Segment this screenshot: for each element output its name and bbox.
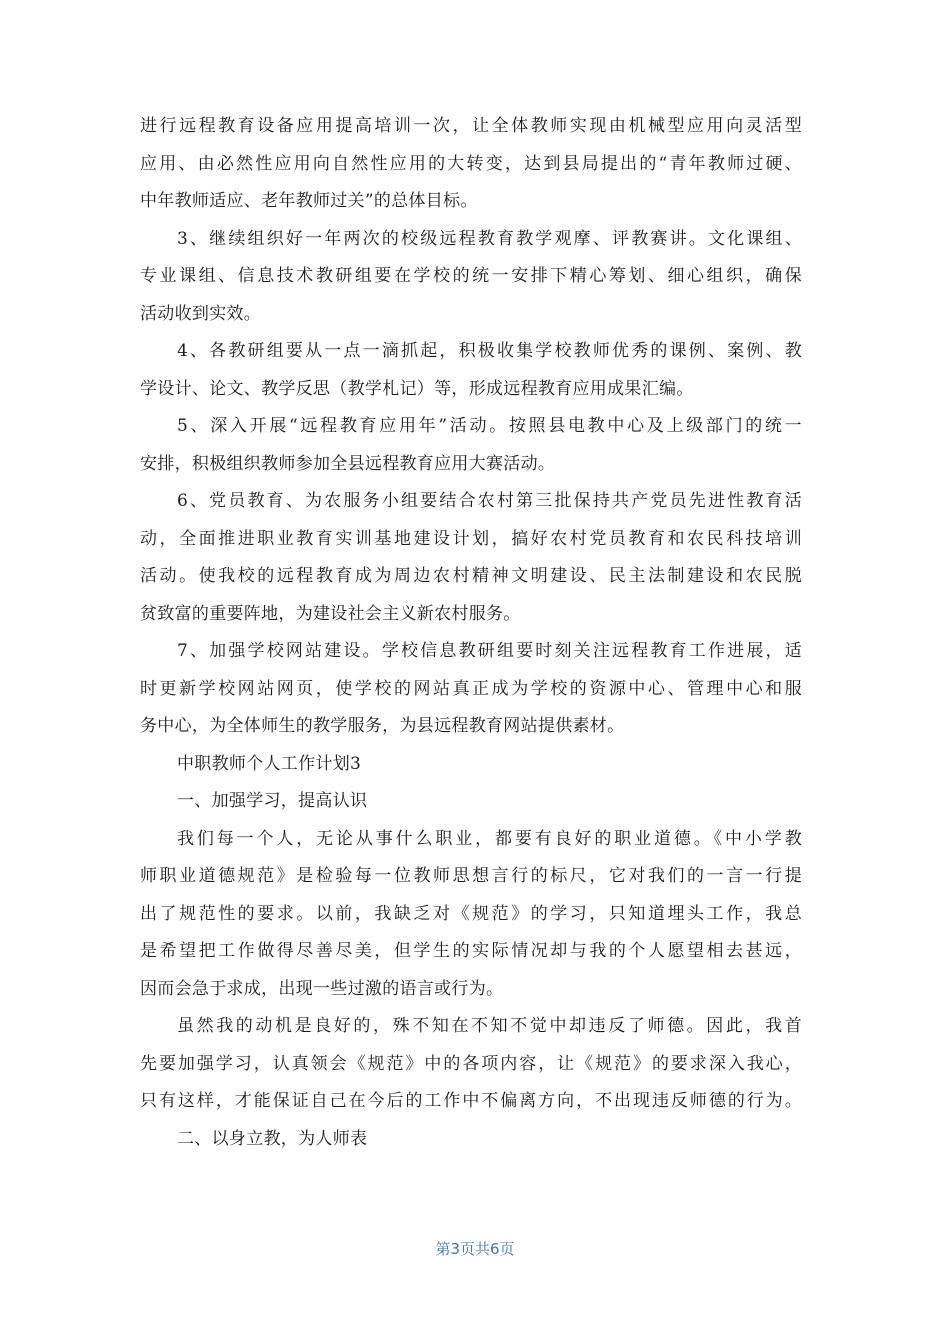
text-line: 动，全面推进职业教育实训基地建设计划，搞好农村党员教育和农民科技培训 bbox=[140, 528, 802, 549]
text-line: 5、深入开展“远程教育应用年”活动。按照县电教中心及上级部门的统一 bbox=[177, 416, 802, 436]
text-line: 出了规范性的要求。以前，我缺乏对《规范》的学习，只知道埋头工作，我总 bbox=[140, 903, 802, 924]
text-line: 中年教师适应、老年教师过关”的总体目标。 bbox=[140, 191, 478, 211]
page-number: 第3页共6页 bbox=[435, 1240, 515, 1258]
text-line: 师职业道德规范》是检验每一位教师思想言行的标尺，它对我们的一言一行提 bbox=[140, 866, 802, 886]
text-line: 因而会急于求成，出现一些过激的语言或行为。 bbox=[140, 978, 504, 999]
text-line: 安排，积极组织教师参加全县远程教育应用大赛活动。 bbox=[140, 453, 556, 474]
text-line: 务中心，为全体师生的教学服务，为县远程教育网站提供素材。 bbox=[140, 716, 625, 736]
text-line: 只有这样，才能保证自己在今后的工作中不偏离方向，不出现违反师德的行为。 bbox=[140, 1091, 802, 1111]
text-line: 虽然我的动机是良好的，殊不知在不知不觉中却违反了师德。因此，我首 bbox=[177, 1016, 802, 1036]
text-line: 学设计、论文、教学反思（教学札记）等，形成远程教育应用成果汇编。 bbox=[140, 378, 694, 399]
text-line: 6、党员教育、为农服务小组要结合农村第三批保持共产党员先进性教育活 bbox=[177, 491, 802, 511]
text-line: 一、加强学习，提高认识 bbox=[177, 791, 368, 811]
text-line: 活动。使我校的远程教育成为周边农村精神文明建设、民主法制建设和农民脱 bbox=[140, 566, 802, 586]
text-line: 二、以身立教，为人师表 bbox=[177, 1128, 368, 1149]
text-line: 是希望把工作做得尽善尽美，但学生的实际情况却与我的个人愿望相去甚远， bbox=[140, 941, 802, 961]
text-line: 中职教师个人工作计划3 bbox=[177, 753, 362, 774]
text-line: 3、继续组织好一年两次的校级远程教育教学观摩、评教赛讲。文化课组、 bbox=[177, 228, 802, 249]
text-line: 先要加强学习，认真领会《规范》中的各项内容，让《规范》的要求深入我心， bbox=[140, 1053, 802, 1074]
text-line: 专业课组、信息技术教研组要在学校的统一安排下精心筹划、细心组织，确保 bbox=[140, 266, 802, 286]
document-body bbox=[140, 108, 802, 1158]
text-line: 活动收到实效。 bbox=[140, 303, 262, 324]
text-line: 7、加强学校网站建设。学校信息教研组要时刻关注远程教育工作进展，适 bbox=[177, 641, 802, 661]
text-line: 4、各教研组要从一点一滴抓起，积极收集学校教师优秀的课例、案例、教 bbox=[177, 341, 802, 361]
text-line: 应用、由必然性应用向自然性应用的大转变，达到县局提出的“青年教师过硬、 bbox=[140, 153, 802, 174]
text-line: 时更新学校网站网页，使学校的网站真正成为学校的资源中心、管理中心和服 bbox=[140, 678, 802, 699]
text-line: 我们每一个人，无论从事什么职业，都要有良好的职业道德。《中小学教 bbox=[177, 828, 802, 849]
text-line: 进行远程教育设备应用提高培训一次，让全体教师实现由机械型应用向灵活型 bbox=[140, 116, 802, 136]
text-line: 贫致富的重要阵地，为建设社会主义新农村服务。 bbox=[140, 603, 521, 624]
